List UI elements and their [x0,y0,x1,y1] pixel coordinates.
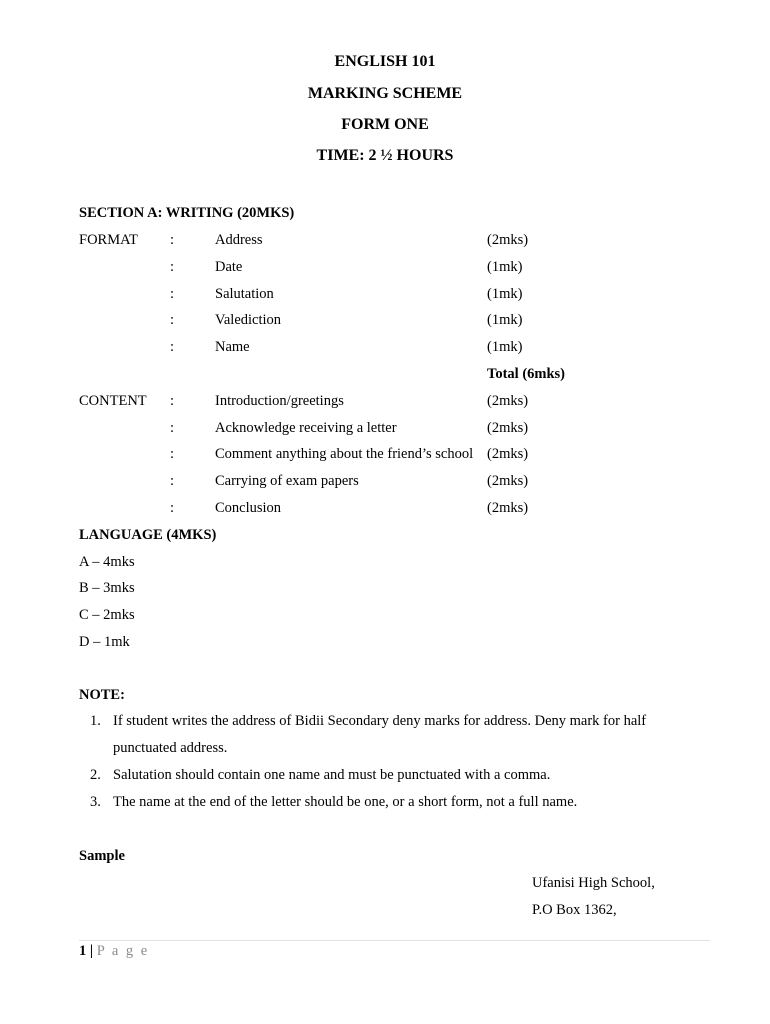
colon: : [170,446,175,462]
colon: : [170,259,175,275]
colon: : [170,286,175,302]
colon: : [170,312,175,328]
format-item: Valediction [215,312,282,328]
format-marks: (1mk) [487,339,523,355]
sample-address-line: P.O Box 1362, [532,902,617,918]
colon: : [170,500,175,516]
format-marks: (1mk) [487,286,523,302]
page-number: 1 [79,943,87,959]
content-marks: (2mks) [487,446,529,462]
note-number: 1. [90,713,101,729]
format-item: Address [215,232,263,248]
note-title: NOTE: [79,687,125,703]
format-total: Total (6mks) [487,366,566,382]
grade-item: A – 4mks [79,554,135,570]
note-text: The name at the end of the letter should be one, or a short form, not a full name. [113,794,578,810]
content-item: Acknowledge receiving a letter [215,420,397,436]
format-marks: (1mk) [487,259,523,275]
sample-title: Sample [79,848,125,864]
format-marks: (2mks) [487,232,529,248]
format-item: Name [215,339,250,355]
note-text-continued: punctuated address. [113,740,228,756]
page-footer [79,943,149,960]
grade-item: C – 2mks [79,607,135,623]
colon: : [170,473,175,489]
note-text: Salutation should contain one name and must be punctuated with a comma. [113,767,551,783]
content-marks: (2mks) [487,473,529,489]
doc-subtitle: MARKING SCHEME [307,85,463,102]
page-separator: | [89,943,94,959]
colon: : [170,420,175,436]
colon: : [170,393,175,409]
format-item: Salutation [215,286,274,302]
doc-form: FORM ONE [341,116,429,133]
format-label: FORMAT [79,232,138,248]
colon: : [170,339,175,355]
content-marks: (2mks) [487,420,529,436]
content-label: CONTENT [79,393,147,409]
content-marks: (2mks) [487,500,529,516]
doc-time: TIME: 2 ½ HOURS [316,147,454,164]
note-number: 3. [90,794,101,810]
footer-divider [79,940,710,941]
doc-title: ENGLISH 101 [334,53,436,70]
note-text: If student writes the address of Bidii Secondary deny marks for address. Deny mark for half [113,713,647,729]
sample-address-line: Ufanisi High School, [532,875,655,891]
section-a-title: SECTION A: WRITING (20MKS) [79,205,295,221]
content-item: Comment anything about the friend’s school [215,446,474,462]
grade-item: B – 3mks [79,580,135,596]
format-marks: (1mk) [487,312,523,328]
colon: : [170,232,175,248]
content-item: Conclusion [215,500,282,516]
note-number: 2. [90,767,101,783]
content-marks: (2mks) [487,393,529,409]
language-title: LANGUAGE (4MKS) [79,527,217,543]
grade-item: D – 1mk [79,634,130,650]
content-item: Carrying of exam papers [215,473,359,489]
page-label: P a g e [96,943,150,959]
format-item: Date [215,259,243,275]
content-item: Introduction/greetings [215,393,344,409]
